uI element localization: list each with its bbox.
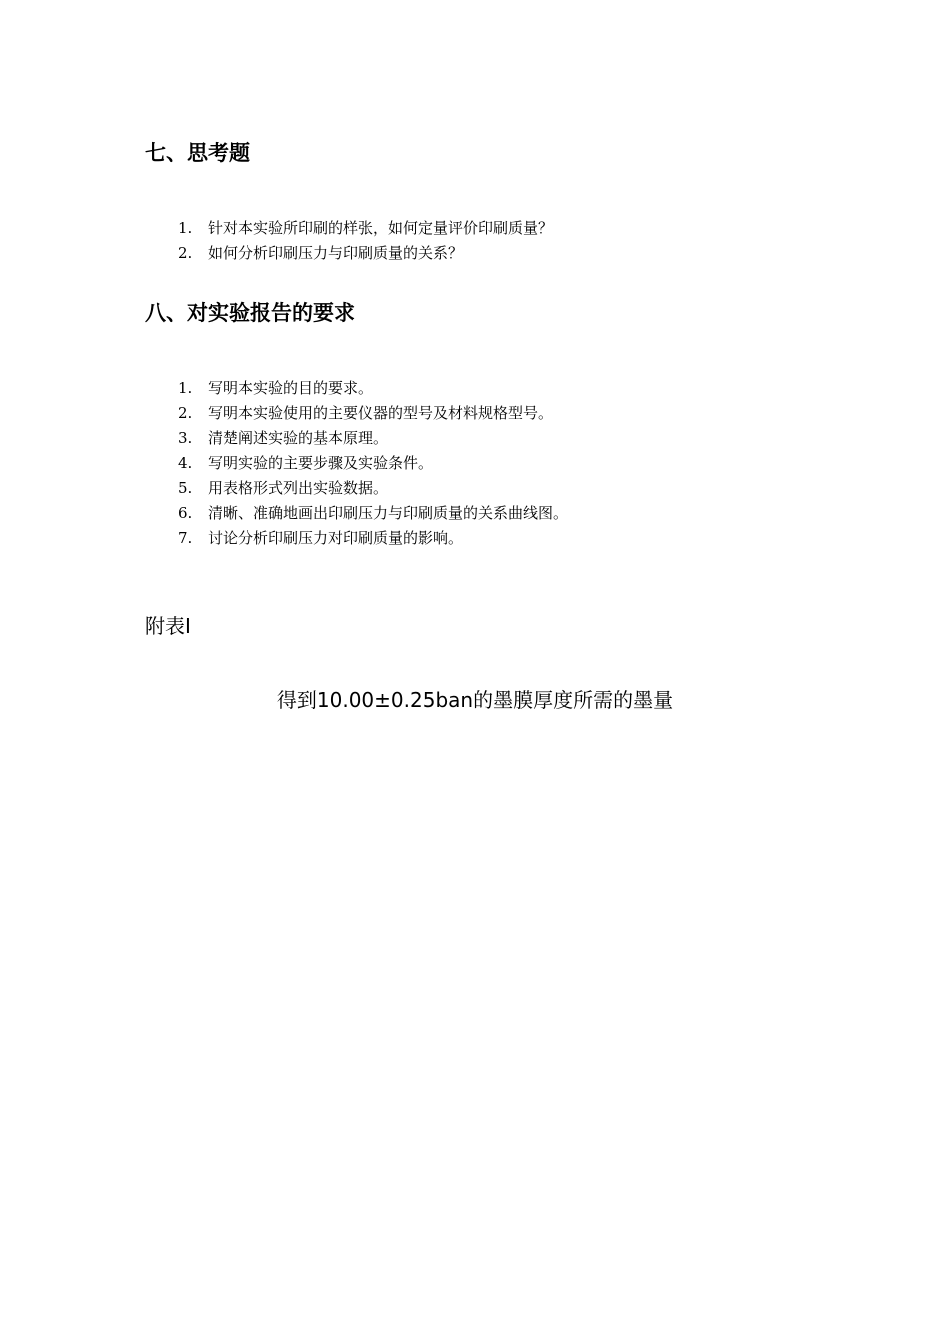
list-item [178, 501, 568, 526]
list-item [178, 526, 568, 551]
list-item-text: 用表格形式列出实验数据。 [208, 479, 389, 497]
list-item-text: 清晰、准确地画出印刷压力与印刷质量的关系曲线图。 [208, 504, 569, 522]
list-item [178, 216, 553, 241]
list-item [178, 426, 568, 451]
list-item-text: 写明实验的主要步骤及实验条件。 [208, 454, 434, 472]
section-7-heading: 七、思考题 [145, 141, 250, 165]
list-item-number: 7. [178, 529, 193, 547]
list-item [178, 241, 553, 266]
list-item-number: 6. [178, 504, 193, 522]
list-item [178, 476, 568, 501]
list-item-number: 2. [178, 404, 193, 422]
appendix-label: 附表Ⅰ [145, 614, 191, 638]
appendix-table-title: 得到10.00±0.25ban的墨膜厚度所需的墨量 [276, 688, 674, 712]
list-item-text: 如何分析印刷压力与印刷质量的关系？ [208, 244, 464, 262]
list-item-text: 讨论分析印刷压力对印刷质量的影响。 [208, 529, 464, 547]
list-item-number: 4. [178, 454, 193, 472]
list-item [178, 376, 568, 401]
report-requirements-list [178, 376, 568, 551]
thinking-questions-list [178, 216, 553, 266]
list-item-number: 3. [178, 429, 193, 447]
list-item [178, 451, 568, 476]
list-item-number: 1. [178, 219, 193, 237]
section-8-heading: 八、对实验报告的要求 [145, 301, 355, 325]
list-item-text: 写明本实验使用的主要仪器的型号及材料规格型号。 [208, 404, 554, 422]
list-item-text: 写明本实验的目的要求。 [208, 379, 374, 397]
list-item [178, 401, 568, 426]
list-item-text: 针对本实验所印刷的样张，如何定量评价印刷质量？ [208, 219, 554, 237]
list-item-number: 2. [178, 244, 193, 262]
list-item-number: 1. [178, 379, 193, 397]
list-item-number: 5. [178, 479, 193, 497]
list-item-text: 清楚阐述实验的基本原理。 [208, 429, 389, 447]
